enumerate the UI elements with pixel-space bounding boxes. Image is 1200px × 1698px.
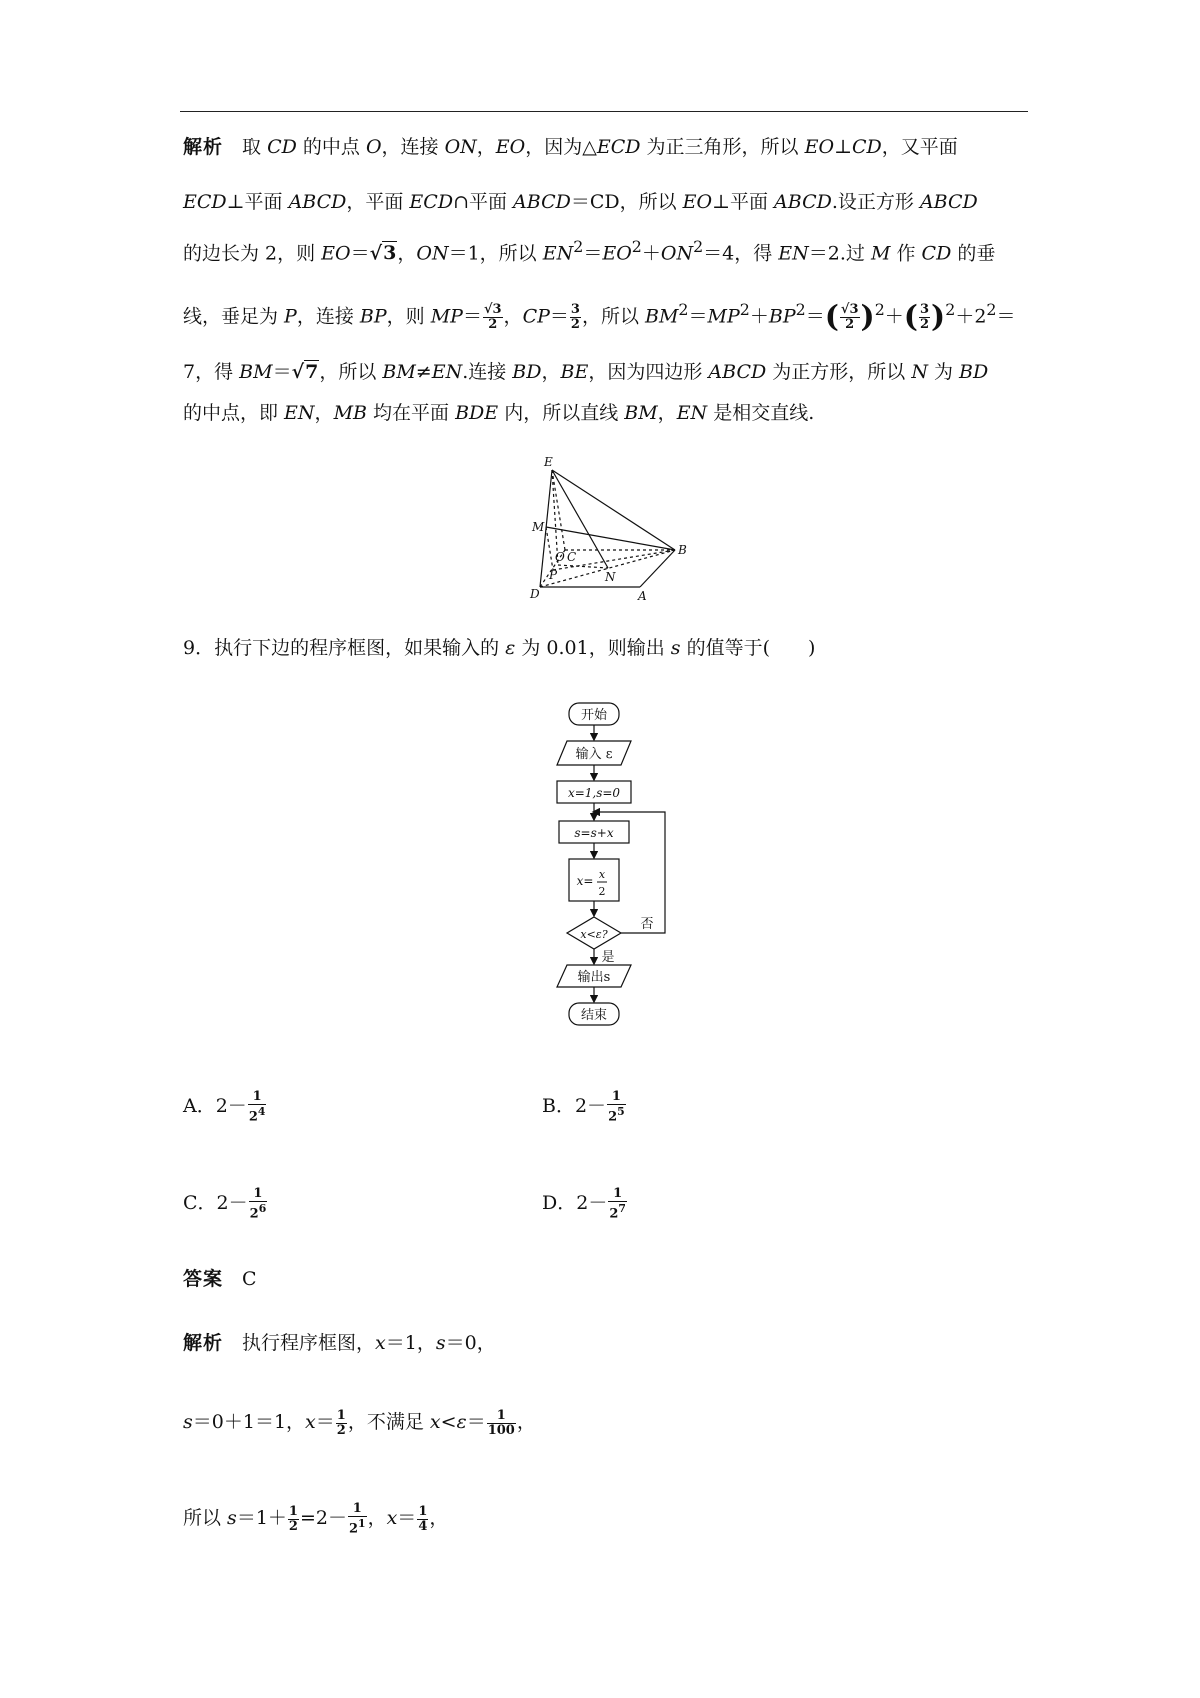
label-B: B — [678, 543, 687, 557]
answer: 答案 C — [183, 1268, 257, 1290]
flow-input-label: 输入 ε — [575, 747, 613, 762]
label-M: M — [532, 520, 545, 534]
option-d[interactable]: D．2－ $\frac{1}{2^7}$ — [542, 1186, 626, 1222]
solution-line-2: ECD⊥平面 ABCD，平面 ECD∩平面 ABCD＝CD，所以 EO⊥平面 ABCD.设正方形 ABCD — [183, 191, 978, 213]
solution-line-4: 线，垂足为 P，连接 BP，则 MP＝ $\frac{√3}{2}$ ，CP＝ $\frac{3}{2}$ ，所以 $BM^2=MP^2+BP^2=$( $\frac{√3}{2}$ )$^2$＋( $\frac{3}{2}$ )$^2+2^2=$ — [183, 299, 1016, 335]
flow-no-label: 否 — [640, 917, 654, 932]
option-a[interactable]: A．2－ $\frac{1}{2^4}$ — [183, 1089, 266, 1125]
fraction: $\frac{√3}{2}$ — [483, 301, 502, 332]
solution2-line-2: s＝0＋1＝1，x＝ $\frac{1}{2}$ ，不满足 x<ε＝ $\frac{1}{100}$ ， — [183, 1407, 536, 1438]
flow-end-label: 结束 — [580, 1008, 608, 1023]
label-C: C — [567, 550, 577, 564]
flow-init-label: x=1,s=0 — [567, 786, 621, 800]
solution2-line-3: 所以 s＝1＋ $\frac{1}{2}$ =2－ $\frac{1}{2^1}$ ，x＝ $\frac{1}{4}$ ， — [183, 1501, 449, 1537]
sqrt-3: √3 — [369, 242, 397, 265]
fraction: $\frac{3}{2}$ — [920, 301, 930, 332]
flowchart — [545, 695, 680, 1035]
solution-line-5: 7，得 BM＝√7，所以 BM≠EN.连接 BD，BE，因为四边形 ABCD 为正方形，所以 N 为 BD — [183, 361, 989, 383]
option-b[interactable]: B．2－ $\frac{1}{2^5}$ — [542, 1089, 625, 1125]
flow-sum-label: s=s+x — [574, 826, 614, 840]
solution-line-3: 的边长为 2，则 EO＝√3，ON＝1，所以 $EN^2=EO^2+ON^2=4$，得 EN＝2.过 M 作 CD 的垂 — [183, 237, 996, 265]
flow-half-label: x= — [576, 874, 594, 888]
sqrt-7: √7 — [291, 361, 319, 383]
flow-half-num: x — [598, 868, 606, 881]
fraction: $\frac{3}{2}$ — [570, 301, 580, 332]
label-N: N — [605, 570, 616, 584]
flow-cond-label: x<ε? — [580, 928, 608, 941]
solution-line-1: 解析 取 CD 的中点 O，连接 ON，EO，因为△ECD 为正三角形，所以 EO⊥CD，又平面 — [183, 136, 958, 158]
pyramid-figure — [510, 455, 700, 605]
flow-start-label: 开始 — [580, 708, 608, 723]
label-D: D — [530, 587, 540, 601]
option-c[interactable]: C．2－ $\frac{1}{2^6}$ — [183, 1186, 267, 1222]
flow-output-label: 输出s — [577, 970, 611, 985]
fraction: $\frac{√3}{2}$ — [840, 301, 859, 332]
label-E: E — [544, 455, 553, 469]
label-P: P — [549, 568, 558, 582]
flow-yes-label: 是 — [601, 950, 615, 965]
flow-half-den: 2 — [598, 885, 606, 898]
solution-line-6: 的中点，即 EN，MB 均在平面 BDE 内，所以直线 BM，EN 是相交直线. — [183, 402, 815, 424]
label-A: A — [638, 589, 647, 603]
label-O: O — [555, 550, 565, 564]
question-9: 9．执行下边的程序框图，如果输入的 ε 为 0.01，则输出 s 的值等于( ) — [183, 637, 816, 659]
solution2-line-1: 解析 执行程序框图，x＝1，s＝0， — [183, 1332, 496, 1354]
header-rule — [180, 111, 1028, 112]
